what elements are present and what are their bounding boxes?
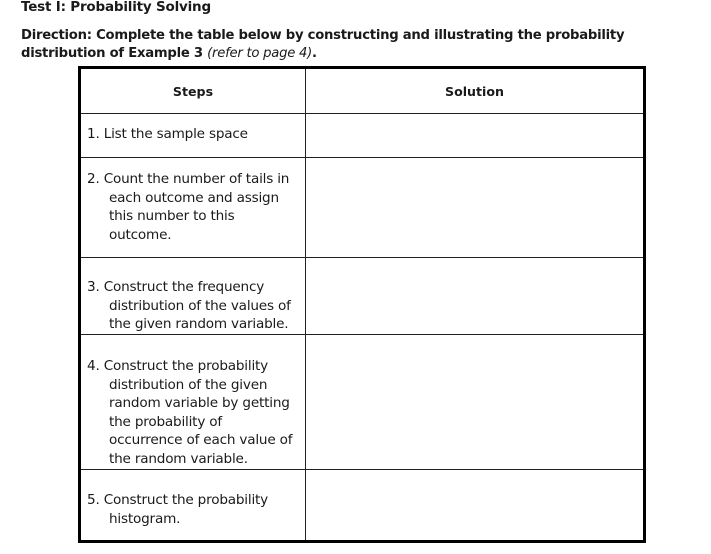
- step-cell: [80, 158, 306, 258]
- step-cell: [80, 114, 306, 158]
- step-text: 1. List the sample space: [87, 126, 248, 142]
- step-text: 3. Construct the frequency distribution of the values of the given random variable.: [87, 279, 291, 332]
- direction-end: .: [312, 46, 317, 61]
- table-header-row: [80, 68, 645, 114]
- test-title: Test I: Probability Solving: [21, 0, 211, 15]
- step-cell: [80, 258, 306, 335]
- step-cell: [80, 335, 306, 470]
- solution-cell[interactable]: [306, 158, 645, 258]
- step-text: 4. Construct the probability distribution of the given random variable by getting the probability of occurrence of each value of the random variable.: [87, 358, 293, 467]
- column-header-steps: Steps: [80, 68, 306, 114]
- table-row: [80, 114, 645, 158]
- step-text: 5. Construct the probability histogram.: [87, 492, 269, 527]
- step-text: 2. Count the number of tails in each outcome and assign this number to this outcome.: [87, 171, 290, 243]
- table-row: [80, 470, 645, 542]
- step-cell: [80, 470, 306, 542]
- solution-cell[interactable]: [306, 470, 645, 542]
- table-row: [80, 158, 645, 258]
- direction-reference: (refer to page 4): [207, 46, 313, 61]
- table-row: [80, 335, 645, 470]
- solution-cell[interactable]: [306, 258, 645, 335]
- solution-cell[interactable]: [306, 114, 645, 158]
- direction-text: [21, 27, 701, 63]
- solution-cell[interactable]: [306, 335, 645, 470]
- probability-steps-table: [78, 66, 646, 543]
- table-row: [80, 258, 645, 335]
- column-header-solution: Solution: [306, 68, 645, 114]
- direction-main: Direction: Complete the table below by constructing and illustrating the probability distribution of Example 3: [21, 28, 625, 61]
